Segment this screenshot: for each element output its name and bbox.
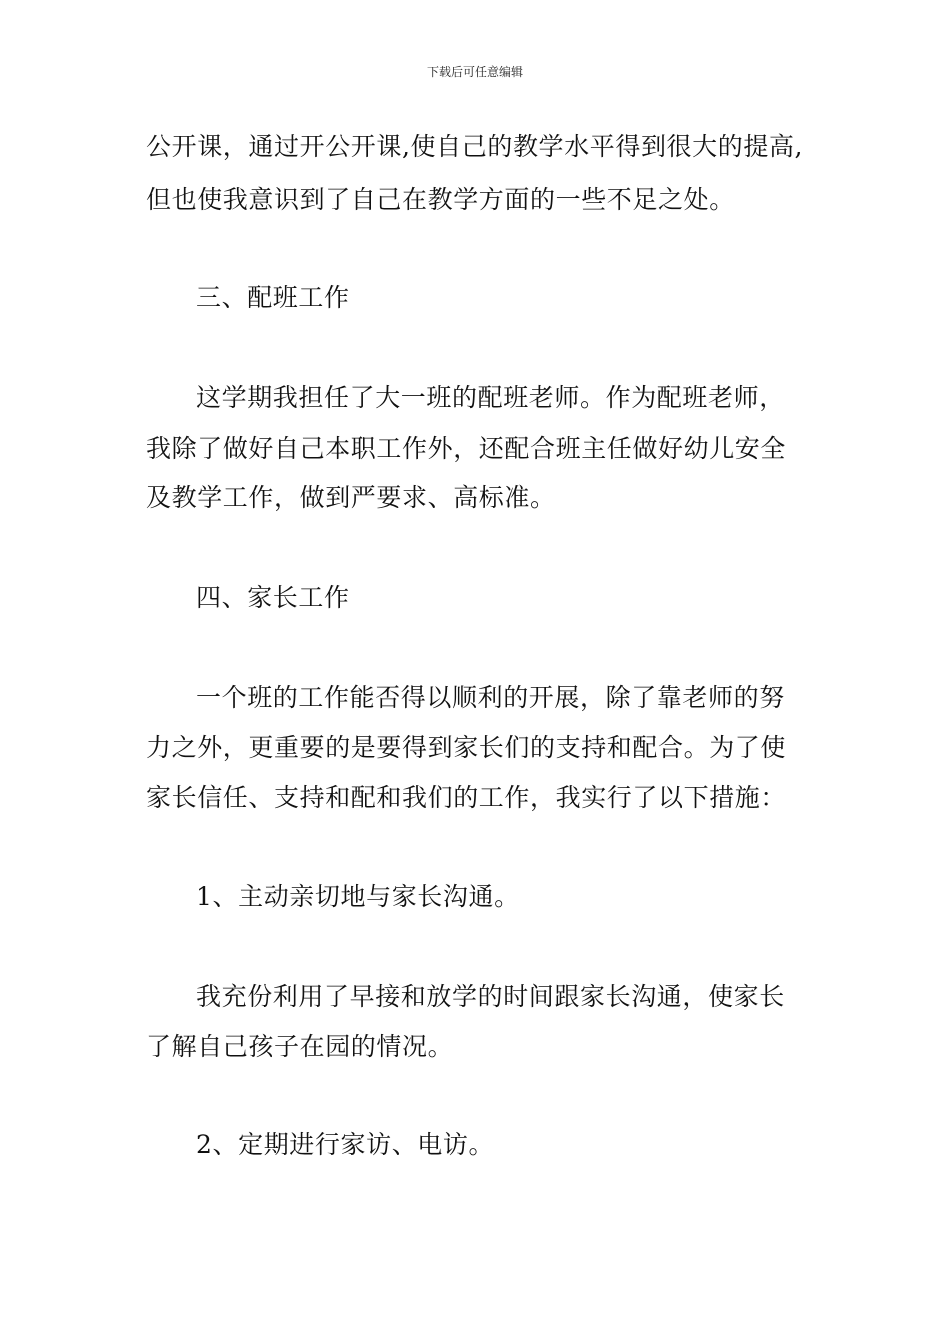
paragraph-line: 家长信任、支持和配和我们的工作，我实行了以下措施： (146, 783, 787, 812)
list-item-2: 2、定期进行家访、电访。 (196, 1130, 495, 1159)
paragraph-line: 力之外，更重要的是要得到家长们的支持和配合。为了使 (146, 733, 787, 762)
paragraph-line: 我除了做好自己本职工作外，还配合班主任做好幼儿安全 (146, 434, 787, 463)
paragraph-line: 但也使我意识到了自己在教学方面的一些不足之处。 (146, 185, 735, 214)
paragraph-line: 一个班的工作能否得以顺利的开展，除了靠老师的努 (196, 683, 785, 712)
paragraph-line: 公开课，通过开公开课,使自己的教学水平得到很大的提高, (146, 132, 804, 161)
section-heading-3: 三、配班工作 (196, 283, 350, 312)
paragraph-line: 了解自己孩子在园的情况。 (146, 1032, 454, 1061)
page-header-note: 下载后可任意编辑 (426, 65, 523, 79)
list-item-1: 1、主动亲切地与家长沟通。 (196, 882, 520, 911)
section-heading-4: 四、家长工作 (196, 583, 350, 612)
paragraph-line: 这学期我担任了大一班的配班老师。作为配班老师， (196, 383, 785, 412)
paragraph-line: 及教学工作，做到严要求、高标准。 (146, 483, 556, 512)
paragraph-line: 我充份利用了早接和放学的时间跟家长沟通，使家长 (196, 982, 785, 1011)
